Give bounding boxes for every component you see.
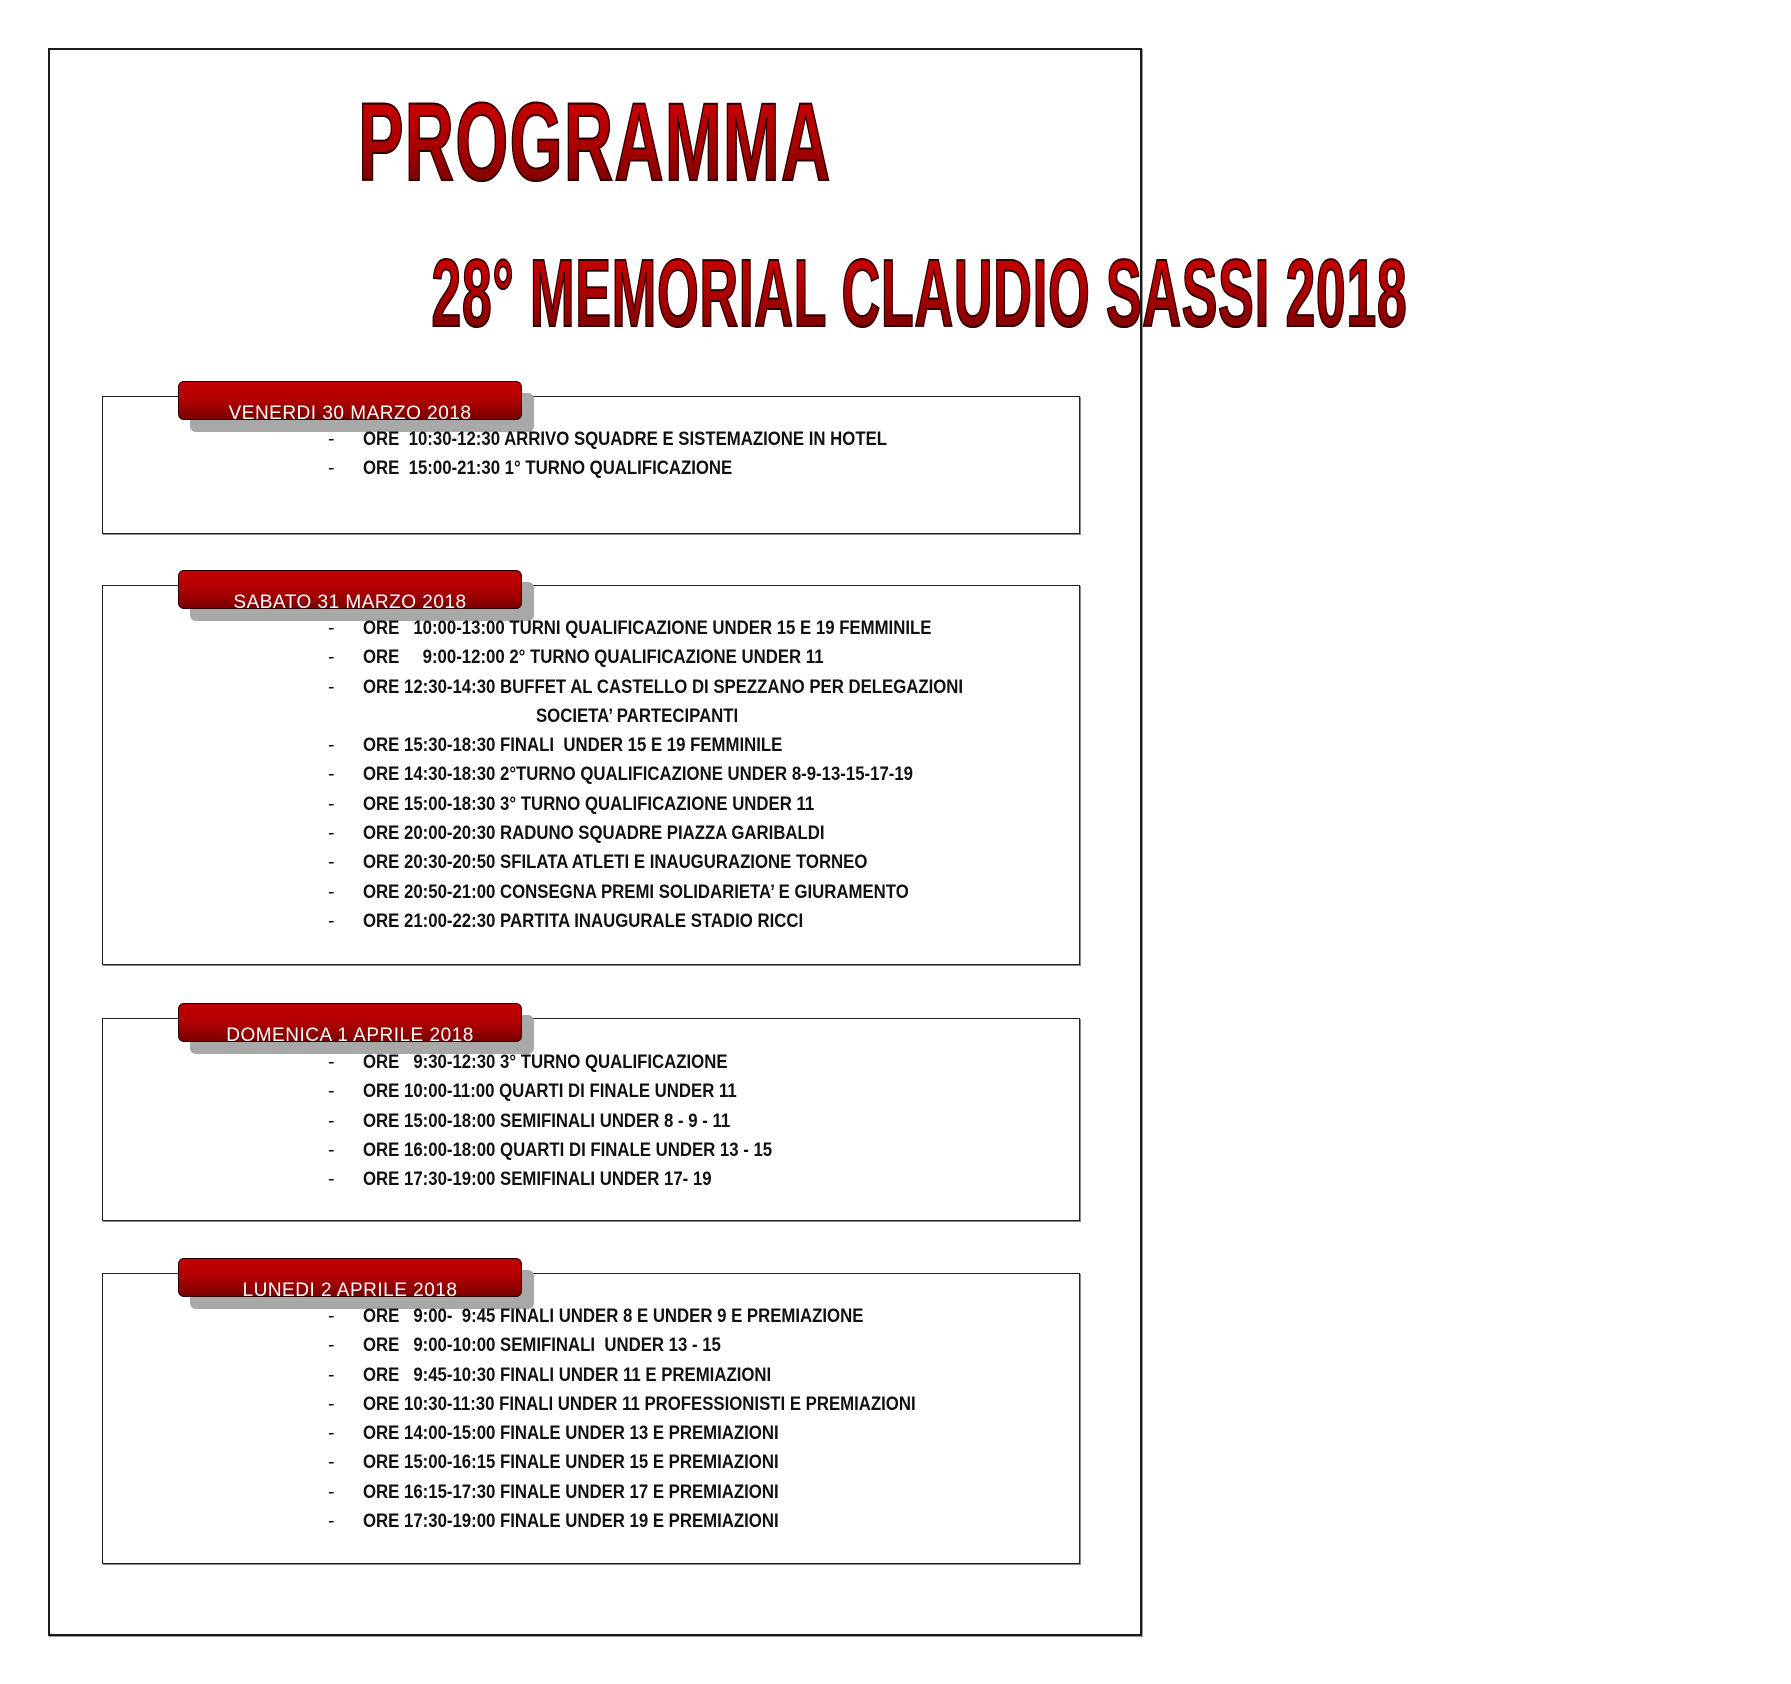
event-text: ORE 21:00-22:30 PARTITA INAUGURALE STADIO RICCI bbox=[363, 909, 804, 932]
event-text: ORE 20:30-20:50 SFILATA ATLETI E INAUGURAZIONE TORNEO bbox=[363, 851, 868, 874]
day-tab-sunday bbox=[178, 1003, 522, 1046]
title-main-wrap bbox=[48, 81, 1142, 204]
event-text: ORE 16:00-18:00 QUARTI DI FINALE UNDER 13 - 15 bbox=[363, 1138, 773, 1161]
day-tab-monday bbox=[178, 1258, 522, 1301]
bullet-dash: - bbox=[328, 1363, 335, 1386]
bullet-dash: - bbox=[328, 851, 335, 874]
event-text: ORE 16:15-17:30 FINALE UNDER 17 E PREMIAZIONI bbox=[363, 1480, 779, 1503]
bullet-dash: - bbox=[328, 1138, 335, 1161]
event-text: ORE 9:45-10:30 FINALI UNDER 11 E PREMIAZIONI bbox=[363, 1363, 772, 1386]
event-text: ORE 15:00-16:15 FINALE UNDER 15 E PREMIAZIONI bbox=[363, 1451, 779, 1474]
bullet-dash: - bbox=[328, 1109, 335, 1132]
bullet-dash: - bbox=[328, 792, 335, 815]
event-text: ORE 10:00-13:00 TURNI QUALIFICAZIONE UNDER 15 E 19 FEMMINILE bbox=[363, 617, 932, 639]
day-tab-friday bbox=[178, 381, 522, 424]
event-text: ORE 15:30-18:30 FINALI UNDER 15 E 19 FEMMINILE bbox=[363, 734, 783, 757]
bullet-dash: - bbox=[328, 1451, 335, 1474]
bullet-dash: - bbox=[328, 909, 335, 932]
bullet-dash: - bbox=[328, 1051, 335, 1073]
event-text: ORE 10:30-11:30 FINALI UNDER 11 PROFESSIONISTI E PREMIAZIONI bbox=[363, 1392, 916, 1415]
bullet-dash: - bbox=[328, 822, 335, 845]
event-text: ORE 12:30-14:30 BUFFET AL CASTELLO DI SPEZZANO PER DELEGAZIONI bbox=[363, 675, 964, 698]
day-label: VENERDI 30 MARZO 2018 bbox=[228, 403, 472, 424]
event-text: ORE 15:00-21:30 1° TURNO QUALIFICAZIONE bbox=[363, 457, 733, 480]
event-text: ORE 9:00-12:00 2° TURNO QUALIFICAZIONE UNDER 11 bbox=[363, 646, 824, 669]
title-sub-wrap bbox=[48, 240, 1408, 347]
bullet-dash: - bbox=[328, 1080, 335, 1103]
event-text: ORE 9:00- 9:45 FINALI UNDER 8 E UNDER 9 E PREMIAZIONE bbox=[363, 1305, 864, 1327]
bullet-dash: - bbox=[328, 646, 335, 669]
bullet-dash: - bbox=[328, 675, 335, 698]
document-subtitle: 28° MEMORIAL CLAUDIO SASSI 2018 bbox=[431, 240, 1408, 347]
event-text: ORE 15:00-18:00 SEMIFINALI UNDER 8 - 9 - 11 bbox=[363, 1109, 731, 1132]
bullet-dash: - bbox=[328, 428, 335, 450]
event-text: ORE 9:30-12:30 3° TURNO QUALIFICAZIONE bbox=[363, 1051, 728, 1073]
bullet-dash: - bbox=[328, 1168, 335, 1191]
bullet-dash: - bbox=[328, 1305, 335, 1327]
event-text: ORE 20:50-21:00 CONSEGNA PREMI SOLIDARIETA’ E GIURAMENTO bbox=[363, 880, 909, 903]
day-label: DOMENICA 1 APRILE 2018 bbox=[226, 1025, 474, 1046]
event-text: ORE 17:30-19:00 SEMIFINALI UNDER 17- 19 bbox=[363, 1168, 712, 1191]
event-text: ORE 9:00-10:00 SEMIFINALI UNDER 13 - 15 bbox=[363, 1334, 721, 1357]
event-text: ORE 14:30-18:30 2°TURNO QUALIFICAZIONE UNDER 8-9-13-15-17-19 bbox=[363, 763, 914, 786]
bullet-dash: - bbox=[328, 880, 335, 903]
bullet-dash: - bbox=[328, 1480, 335, 1503]
event-text: ORE 15:00-18:30 3° TURNO QUALIFICAZIONE UNDER 11 bbox=[363, 792, 815, 815]
bullet-dash: - bbox=[328, 1334, 335, 1357]
event-text: ORE 10:00-11:00 QUARTI DI FINALE UNDER 11 bbox=[363, 1080, 737, 1103]
bullet-dash: - bbox=[328, 457, 335, 480]
document-title: PROGRAMMA bbox=[358, 81, 832, 204]
day-label: LUNEDI 2 APRILE 2018 bbox=[242, 1280, 458, 1301]
bullet-dash: - bbox=[328, 617, 335, 639]
bullet-dash: - bbox=[328, 734, 335, 757]
day-label: SABATO 31 MARZO 2018 bbox=[233, 592, 467, 613]
event-text: ORE 17:30-19:00 FINALE UNDER 19 E PREMIAZIONI bbox=[363, 1510, 779, 1533]
event-text: ORE 14:00-15:00 FINALE UNDER 13 E PREMIAZIONI bbox=[363, 1422, 779, 1445]
event-text: ORE 20:00-20:30 RADUNO SQUADRE PIAZZA GARIBALDI bbox=[363, 822, 825, 845]
bullet-dash: - bbox=[328, 1422, 335, 1445]
day-tab-saturday bbox=[178, 570, 522, 613]
event-text: ORE 10:30-12:30 ARRIVO SQUADRE E SISTEMAZIONE IN HOTEL bbox=[363, 428, 888, 450]
bullet-dash: - bbox=[328, 1392, 335, 1415]
bullet-dash: - bbox=[328, 763, 335, 786]
bullet-dash: - bbox=[328, 1510, 335, 1533]
event-text-continuation: SOCIETA’ PARTECIPANTI bbox=[536, 704, 739, 727]
